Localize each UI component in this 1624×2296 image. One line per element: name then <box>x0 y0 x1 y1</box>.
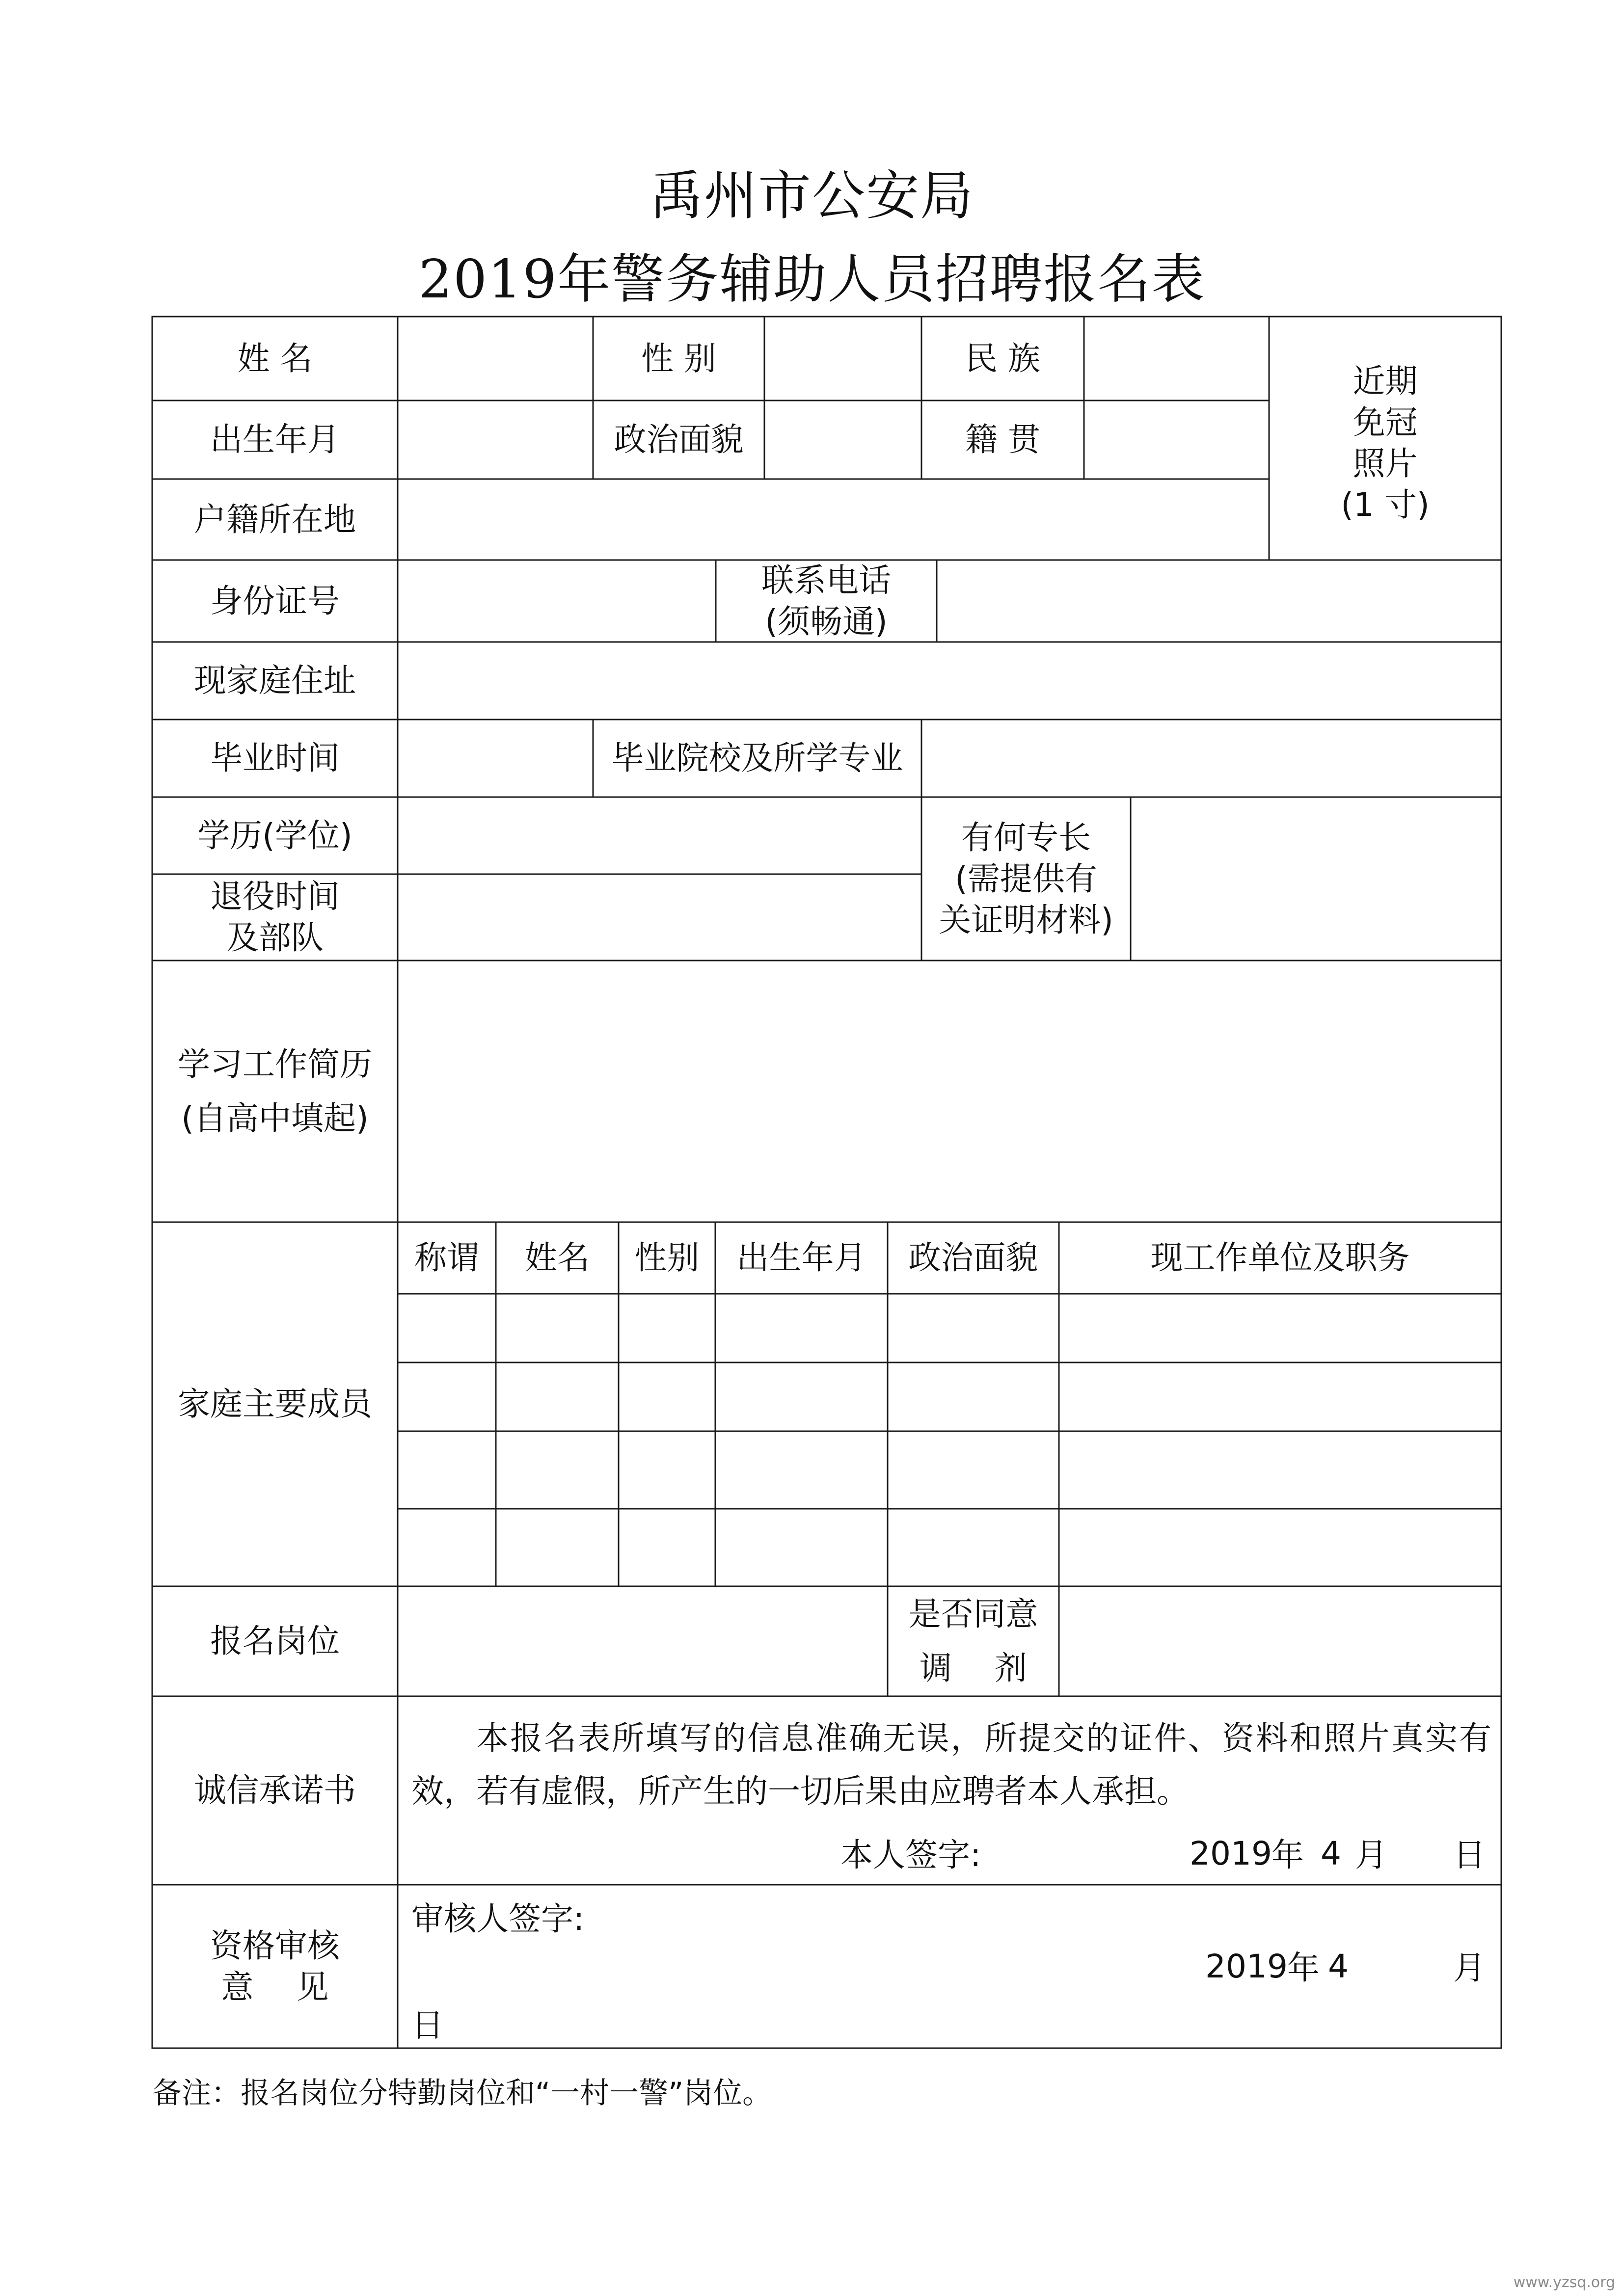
page-title-line-1: 禹州市公安局 <box>650 165 974 227</box>
review-month: 4 <box>1328 1948 1349 1985</box>
label-name: 姓 名 <box>237 339 313 377</box>
pledge-sign-label: 本人签字: <box>840 1836 981 1874</box>
id-number-field[interactable] <box>398 560 716 642</box>
label-political: 政治面貌 <box>614 421 744 458</box>
label-review: 资格审核 意 见 <box>210 1926 340 2006</box>
household-field[interactable] <box>398 479 1269 560</box>
birth-field[interactable] <box>398 400 593 479</box>
photo-placeholder[interactable]: 近期 免冠 照片 (1 寸) <box>1341 362 1430 524</box>
pledge-text: 本报名表所填写的信息准确无误，所提交的证件、资料和照片真实有效，若有虚假，所产生的一切后果由应聘者本人承担。 <box>411 1719 1491 1810</box>
position-field[interactable] <box>398 1586 888 1696</box>
family-header-relation: 称谓 <box>414 1239 479 1277</box>
ethnicity-field[interactable] <box>1084 317 1269 400</box>
family-table-row[interactable] <box>398 1362 1501 1431</box>
label-pledge: 诚信承诺书 <box>194 1771 356 1809</box>
label-adjust: 是否同意 调 剂 <box>908 1595 1038 1687</box>
name-field[interactable] <box>398 317 593 400</box>
watermark: www.yzsq.org <box>1513 2274 1615 2291</box>
label-native-place: 籍 贯 <box>965 421 1040 458</box>
pledge-month-char: 月 <box>1355 1836 1387 1874</box>
family-table-row[interactable] <box>398 1431 1501 1509</box>
label-position: 报名岗位 <box>210 1622 340 1660</box>
review-year-char: 年 <box>1287 1949 1320 1987</box>
label-household: 户籍所在地 <box>194 500 356 538</box>
label-birth: 出生年月 <box>210 421 340 458</box>
footnote: 备注：报名岗位分特勤岗位和“一村一警”岗位。 <box>152 2076 772 2110</box>
specialty-field[interactable] <box>1131 797 1501 961</box>
political-field[interactable] <box>764 400 921 479</box>
adjust-field[interactable] <box>1059 1586 1501 1696</box>
label-family: 家庭主要成员 <box>178 1385 372 1423</box>
address-field[interactable] <box>398 642 1501 720</box>
label-education: 学历(学位) <box>197 816 352 854</box>
label-discharge: 退役时间 及部队 <box>210 878 340 957</box>
family-table-row[interactable] <box>398 1509 1501 1586</box>
pledge-year: 2019 <box>1190 1835 1272 1872</box>
label-specialty: 有何专长 (需提供有 关证明材料) <box>939 818 1113 939</box>
education-field[interactable] <box>398 797 921 874</box>
review-sign-label: 审核人签字: <box>411 1900 585 1938</box>
label-school-major: 毕业院校及所学专业 <box>611 739 903 777</box>
school-major-field[interactable] <box>921 720 1501 797</box>
label-id-number: 身份证号 <box>210 582 340 620</box>
label-grad-time: 毕业时间 <box>210 739 340 777</box>
phone-field[interactable] <box>937 560 1501 642</box>
review-day-char: 日 <box>411 2006 444 2044</box>
label-resume: 学习工作简历 (自高中填起) <box>178 1045 372 1137</box>
review-year: 2019 <box>1205 1948 1288 1985</box>
review-month-char: 月 <box>1453 1949 1486 1987</box>
pledge-day-char: 日 <box>1453 1836 1486 1874</box>
family-table-row[interactable] <box>398 1294 1501 1362</box>
gender-field[interactable] <box>764 317 921 400</box>
native-place-field[interactable] <box>1084 400 1269 479</box>
pledge-year-char: 年 <box>1272 1836 1304 1874</box>
family-header-political: 政治面貌 <box>908 1239 1038 1277</box>
label-ethnicity: 民 族 <box>965 339 1040 377</box>
label-address: 现家庭住址 <box>194 662 356 699</box>
label-phone: 联系电话 (须畅通) <box>761 561 891 641</box>
discharge-field[interactable] <box>398 874 921 961</box>
family-header-name: 姓名 <box>525 1239 590 1277</box>
label-gender: 性 别 <box>641 339 716 377</box>
page-title-line-2: 2019年警务辅助人员招聘报名表 <box>418 249 1206 310</box>
resume-field[interactable] <box>398 961 1501 1222</box>
family-header-work: 现工作单位及职务 <box>1150 1239 1410 1277</box>
grad-time-field[interactable] <box>398 720 593 797</box>
pledge-month: 4 <box>1321 1835 1341 1872</box>
family-header-gender: 性别 <box>634 1239 700 1277</box>
family-header-birth: 出生年月 <box>736 1239 866 1277</box>
